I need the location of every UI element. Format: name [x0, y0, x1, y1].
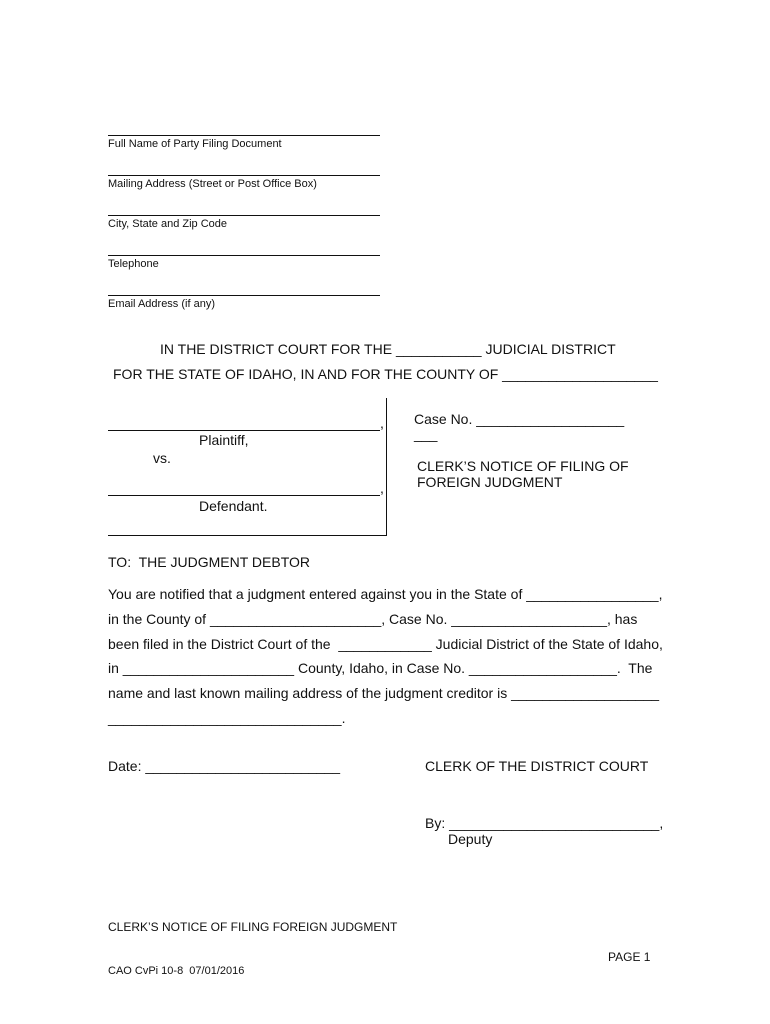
notice-line-5: name and last known mailing address of the judgment creditor is ___________________ [108, 685, 660, 701]
document-title-line2: FOREIGN JUDGMENT [417, 474, 563, 490]
telephone-line[interactable] [108, 255, 380, 256]
deputy-label: Deputy [448, 831, 493, 847]
case-number-continuation: ___ [414, 426, 438, 442]
court-header-line2: FOR THE STATE OF IDAHO, IN AND FOR THE COUNTY OF ____________________ [113, 366, 658, 382]
page-number: PAGE 1 [608, 950, 651, 964]
mailing-address-line[interactable] [108, 175, 380, 176]
plaintiff-label: Plaintiff, [199, 432, 249, 448]
notice-line-4: in ______________________ County, Idaho, in Case No. ___________________. The [108, 660, 653, 676]
caption-bottom-rule [108, 535, 387, 536]
clerk-title: CLERK OF THE DISTRICT COURT [425, 758, 649, 774]
date-field[interactable]: Date: _________________________ [108, 758, 341, 774]
party-name-label: Full Name of Party Filing Document [108, 138, 282, 150]
vs-label: vs. [153, 450, 171, 466]
to-judgment-debtor: TO: THE JUDGMENT DEBTOR [108, 554, 310, 570]
defendant-line[interactable] [108, 495, 380, 496]
form-id: CAO CvPi 10-8 07/01/2016 [108, 965, 245, 977]
footer-title: CLERK’S NOTICE OF FILING FOREIGN JUDGMENT [108, 920, 398, 934]
party-name-line[interactable] [108, 135, 380, 136]
plaintiff-comma: , [380, 415, 384, 431]
notice-line-3: been filed in the District Court of the ____________ Judicial District of the State of Idaho, [108, 636, 663, 652]
deputy-signature-field[interactable]: By: ___________________________, [425, 815, 664, 831]
defendant-label: Defendant. [199, 498, 268, 514]
notice-line-2: in the County of ______________________, Case No. ____________________, has [108, 611, 638, 627]
email-label: Email Address (if any) [108, 298, 215, 310]
document-title-line1: CLERK’S NOTICE OF FILING OF [417, 458, 629, 474]
caption-divider [386, 398, 387, 536]
court-header-line1: IN THE DISTRICT COURT FOR THE ___________ JUDICIAL DISTRICT [160, 341, 616, 357]
mailing-address-label: Mailing Address (Street or Post Office Box) [108, 178, 317, 190]
email-line[interactable] [108, 295, 380, 296]
city-state-zip-line[interactable] [108, 215, 380, 216]
plaintiff-line[interactable] [108, 430, 380, 431]
telephone-label: Telephone [108, 258, 159, 270]
case-number-field[interactable]: Case No. ___________________ [414, 411, 625, 427]
defendant-comma: , [380, 480, 384, 496]
city-state-zip-label: City, State and Zip Code [108, 218, 228, 230]
notice-line-6: ______________________________. [108, 710, 346, 726]
notice-line-1: You are notified that a judgment entered against you in the State of _________________, [108, 586, 663, 602]
